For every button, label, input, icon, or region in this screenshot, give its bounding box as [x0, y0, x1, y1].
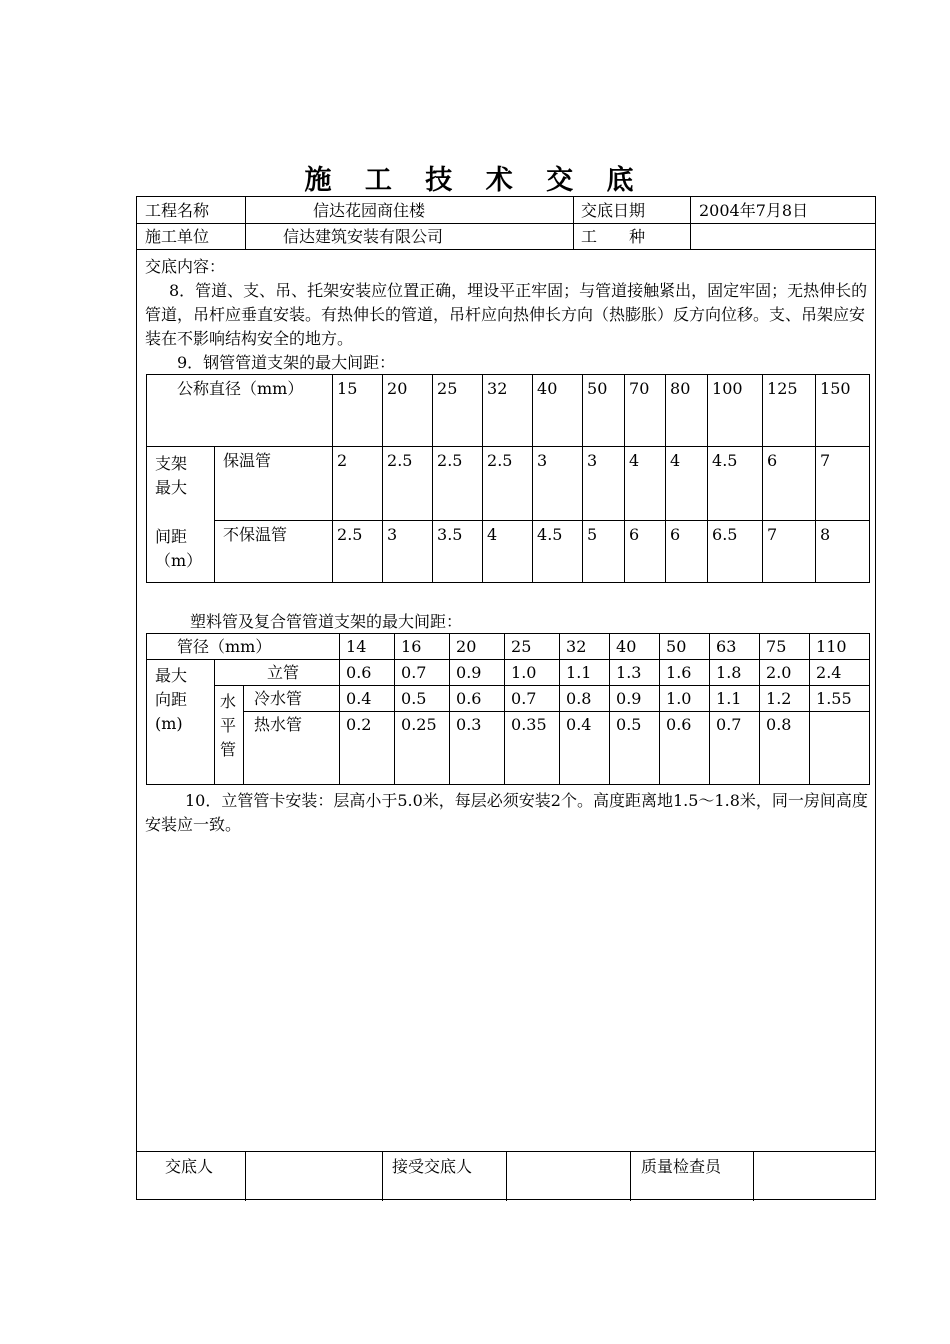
divider: [753, 1151, 754, 1201]
plastic-diameter: 20: [456, 637, 477, 656]
steel-value: 4: [487, 525, 498, 544]
plastic-value: 1.3: [616, 663, 642, 682]
plastic-diameter: 16: [401, 637, 422, 656]
steel-diameter: 125: [767, 379, 798, 398]
plastic-value: 1.8: [716, 663, 742, 682]
divider: [137, 223, 875, 224]
plastic-value: 1.1: [566, 663, 592, 682]
plastic-value: 0.9: [616, 689, 642, 708]
steel-value: 4.5: [712, 451, 738, 470]
plastic-value: 0.2: [346, 715, 372, 734]
steel-diameter: 150: [820, 379, 851, 398]
plastic-value: 0.8: [766, 715, 792, 734]
date-label: 交底日期: [581, 201, 646, 220]
plastic-value: 1.0: [666, 689, 692, 708]
content-section: [145, 255, 869, 375]
plastic-value: 0.8: [566, 689, 592, 708]
steel-row-label: 不保温管: [223, 525, 288, 544]
plastic-header-label: 管径（mm）: [177, 637, 272, 656]
steel-diameter: 80: [670, 379, 691, 398]
plastic-value: 2.4: [816, 663, 842, 682]
project-name-label: 工程名称: [145, 201, 210, 220]
plastic-diameter: 14: [346, 637, 367, 656]
divider: [245, 197, 246, 249]
plastic-row-label: 冷水管: [254, 689, 303, 708]
steel-diameter: 40: [537, 379, 558, 398]
plastic-value: 0.6: [666, 715, 692, 734]
steel-header-label: 公称直径（mm）: [177, 379, 304, 398]
discloser-label: 交底人: [165, 1157, 214, 1176]
item-10-text: 10．立管管卡安装：层高小于5.0米，每层必须安装2个。高度距离地1.5～1.8米，同一房间高度安装应一致。: [145, 791, 868, 834]
plastic-value: 0.6: [456, 689, 482, 708]
steel-value: 3.5: [437, 525, 463, 544]
steel-value: 6: [629, 525, 640, 544]
plastic-value: 0.25: [401, 715, 437, 734]
steel-value: 3: [587, 451, 598, 470]
steel-group-label: [147, 447, 214, 580]
steel-value: 3: [537, 451, 548, 470]
steel-group-label-bottom: 间距（m）: [155, 527, 203, 570]
plastic-value: 0.5: [401, 689, 427, 708]
steel-value: 4: [670, 451, 681, 470]
plastic-value: 1.2: [766, 689, 792, 708]
plastic-diameter: 25: [511, 637, 532, 656]
plastic-value: 0.7: [401, 663, 427, 682]
steel-diameter: 20: [387, 379, 408, 398]
steel-row-label: 保温管: [223, 451, 272, 470]
steel-value: 8: [820, 525, 831, 544]
steel-value: 4: [629, 451, 640, 470]
plastic-value: 0.9: [456, 663, 482, 682]
plastic-diameter: 75: [766, 637, 787, 656]
divider: [137, 249, 875, 250]
plastic-diameter: 63: [716, 637, 737, 656]
steel-value: 2.5: [437, 451, 463, 470]
plastic-value: 1.6: [666, 663, 692, 682]
plastic-row-label: 热水管: [254, 715, 303, 734]
plastic-value: 1.0: [511, 663, 537, 682]
steel-value: 6: [670, 525, 681, 544]
steel-value: 6: [767, 451, 778, 470]
steel-value: 2.5: [337, 525, 363, 544]
steel-value: 7: [767, 525, 778, 544]
plastic-value: 0.4: [346, 689, 372, 708]
item-10-section: [145, 789, 869, 837]
plastic-value: 1.55: [816, 689, 852, 708]
unit-value: 信达建筑安装有限公司: [283, 227, 444, 246]
steel-value: 2.5: [387, 451, 413, 470]
plastic-value: [810, 712, 869, 717]
trade-label: 工 种: [581, 227, 646, 246]
steel-group-label-top: 支架最大: [155, 454, 188, 497]
item-8-text: 8．管道、支、吊、托架安装应位置正确，埋设平正牢固；与管道接触紧出，固定牢固；无热伸长的管道，吊杆应垂直安装。有热伸长的管道，吊杆应向热伸长方向（热膨胀）反方向位移。支、吊架应安装在不影响结构安全的地方。: [145, 281, 868, 348]
plastic-row-label: 立管: [267, 663, 300, 682]
divider: [245, 1151, 246, 1201]
steel-value: 4.5: [537, 525, 563, 544]
steel-value: 6.5: [712, 525, 738, 544]
disclosure-form: [136, 196, 876, 1200]
plastic-diameter: 50: [666, 637, 687, 656]
divider: [506, 1151, 507, 1201]
date-value: 2004年7月8日: [699, 201, 809, 220]
steel-diameter: 100: [712, 379, 743, 398]
plastic-table-heading: 塑料管及复合管管道支架的最大间距：: [190, 612, 463, 631]
steel-pipe-support-table: [146, 374, 870, 583]
divider: [573, 197, 574, 249]
receiver-label: 接受交底人: [392, 1157, 473, 1176]
unit-label: 施工单位: [145, 227, 210, 246]
steel-value: 2.5: [487, 451, 513, 470]
plastic-pipe-support-table: [146, 633, 870, 785]
divider: [382, 1151, 383, 1201]
steel-value: 5: [587, 525, 598, 544]
plastic-diameter: 110: [816, 637, 847, 656]
steel-diameter: 50: [587, 379, 608, 398]
steel-diameter: 15: [337, 379, 358, 398]
divider: [630, 1151, 631, 1201]
project-name-value: 信达花园商住楼: [313, 201, 426, 220]
item-9-text: 9．钢管管道支架的最大间距：: [177, 353, 396, 372]
plastic-value: 1.1: [716, 689, 742, 708]
document-title: 施 工 技 术 交 底: [304, 165, 646, 196]
plastic-value: 2.0: [766, 663, 792, 682]
divider: [690, 197, 691, 249]
plastic-diameter: 40: [616, 637, 637, 656]
steel-value: 2: [337, 451, 348, 470]
steel-value: 3: [387, 525, 398, 544]
plastic-value: 0.7: [511, 689, 537, 708]
plastic-value: 0.7: [716, 715, 742, 734]
content-heading: 交底内容：: [145, 257, 226, 276]
plastic-value: 0.5: [616, 715, 642, 734]
plastic-value: 0.6: [346, 663, 372, 682]
steel-value: 7: [820, 451, 831, 470]
plastic-value: 0.4: [566, 715, 592, 734]
horizontal-pipe-label: 水平管: [220, 692, 237, 759]
plastic-group-label: 最大向距(m): [155, 666, 188, 733]
plastic-diameter: 32: [566, 637, 587, 656]
steel-diameter: 25: [437, 379, 458, 398]
inspector-label: 质量检查员: [641, 1157, 722, 1176]
steel-diameter: 70: [629, 379, 650, 398]
steel-diameter: 32: [487, 379, 508, 398]
plastic-value: 0.3: [456, 715, 482, 734]
plastic-value: 0.35: [511, 715, 547, 734]
